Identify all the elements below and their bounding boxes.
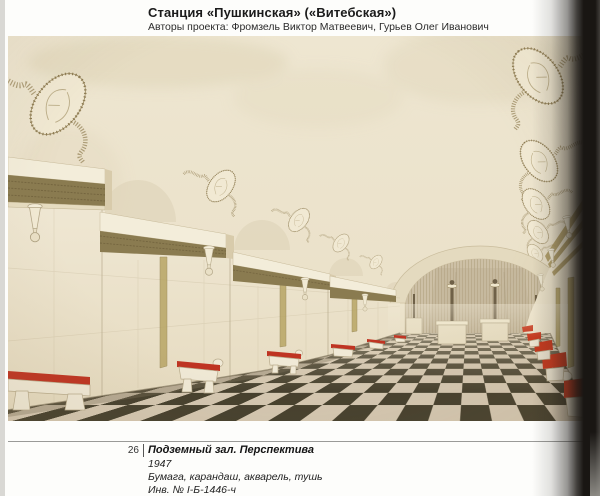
artwork-year: 1947 [148, 458, 172, 470]
vignette-overlay [8, 36, 592, 421]
artwork-caption-title: Подземный зал. Перспектива [148, 444, 315, 456]
artwork-image [8, 36, 592, 421]
figure-number: 26 [127, 445, 139, 456]
page-left-edge [0, 0, 5, 496]
artwork-medium: Бумага, карандаш, акварель, тушь [148, 471, 323, 483]
authors-line: Авторы проекта: Фромзель Виктор Матвеевич, Гурьев Олег Иванович [148, 21, 489, 33]
caption-rule [8, 441, 590, 442]
station-title: Станция «Пушкинская» («Витебская») [148, 5, 397, 20]
gutter-corner-highlight [590, 432, 600, 496]
caption-divider [143, 444, 144, 457]
artwork-inventory: Инв. № I-Б-1446-ч [148, 484, 236, 496]
